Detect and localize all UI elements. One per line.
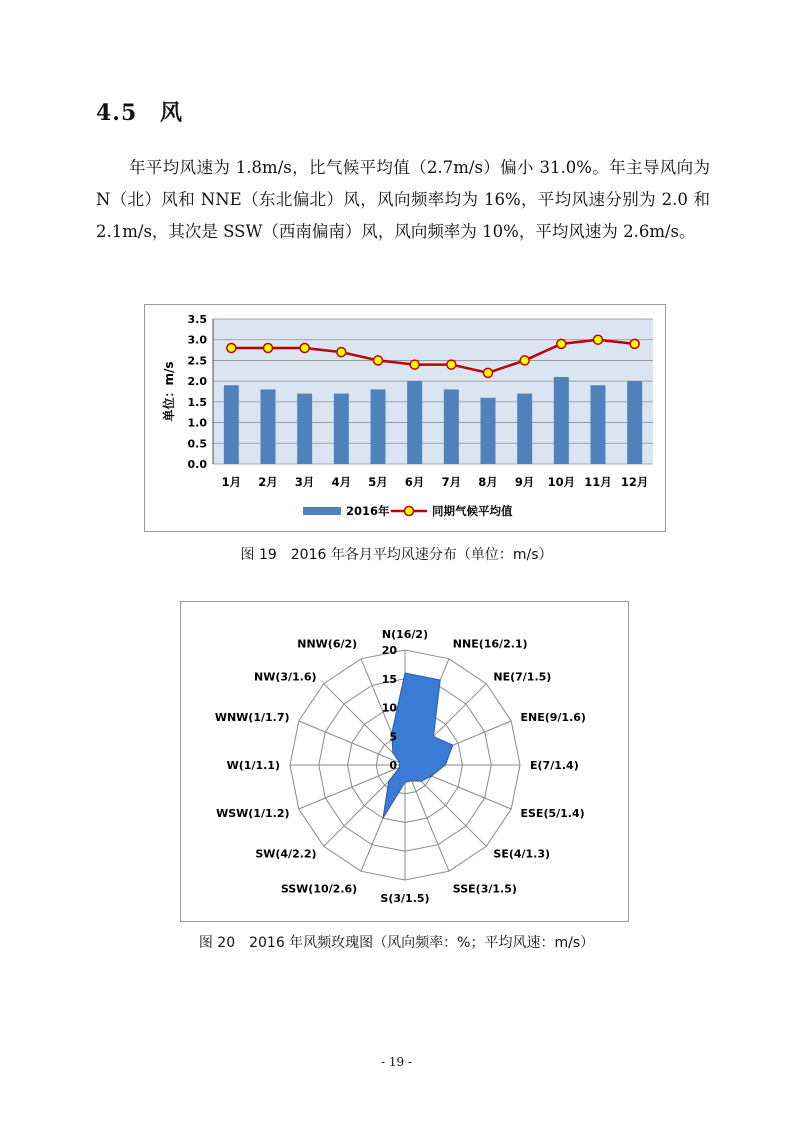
bar-2016 bbox=[591, 385, 606, 464]
climate-average-point bbox=[594, 335, 603, 344]
direction-label: SSW(10/2.6) bbox=[280, 882, 358, 896]
direction-label: SE(4/1.3) bbox=[493, 847, 551, 861]
x-tick-label: 10月 bbox=[547, 475, 576, 489]
x-tick-label: 5月 bbox=[368, 475, 388, 489]
direction-label: NNW(6/2) bbox=[297, 637, 358, 651]
climate-average-point bbox=[264, 344, 273, 353]
y-tick-label: 0.5 bbox=[187, 437, 207, 451]
x-tick-label: 9月 bbox=[514, 475, 535, 489]
page-number: - 19 - bbox=[380, 1055, 412, 1069]
radial-tick-label: 0 bbox=[389, 759, 397, 772]
legend-label-climate: 同期气候平均值 bbox=[432, 504, 513, 518]
climate-average-point bbox=[520, 356, 529, 365]
x-tick-label: 7月 bbox=[441, 475, 462, 489]
bar-2016 bbox=[297, 394, 312, 464]
climate-average-point bbox=[630, 339, 639, 348]
y-tick-label: 1.5 bbox=[187, 395, 207, 409]
x-tick-label: 12月 bbox=[620, 475, 649, 489]
radial-tick-label: 10 bbox=[381, 701, 397, 715]
bar-2016 bbox=[371, 389, 386, 464]
direction-label: N(16/2) bbox=[381, 628, 429, 641]
direction-label: SW(4/2.2) bbox=[255, 847, 317, 861]
radial-tick-label: 20 bbox=[381, 644, 397, 657]
climate-average-point bbox=[227, 344, 236, 353]
radial-tick-label: 5 bbox=[389, 730, 397, 744]
climate-average-point bbox=[374, 356, 383, 365]
legend-swatch-2016 bbox=[303, 507, 341, 515]
direction-label: E(7/1.4) bbox=[530, 759, 579, 772]
x-tick-label: 6月 bbox=[404, 475, 425, 489]
y-tick-label: 1.0 bbox=[187, 416, 207, 430]
direction-label: NNE(16/2.1) bbox=[452, 637, 528, 651]
y-tick-label: 0.0 bbox=[187, 458, 207, 471]
y-axis-label: 单位：m/s bbox=[162, 361, 176, 422]
wind-rose-chart bbox=[180, 601, 629, 922]
section-title: 风 bbox=[159, 100, 183, 126]
body-paragraph: 年平均风速为 1.8m/s，比气候平均值（2.7m/s）偏小 31.0%。年主导风向为 N（北）风和 NNE（东北偏北）风，风向频率均为 16%，平均风速分别为 2.0 和 2.1m/s，其次是 SSW（西南偏南）风，风向频率为 10%，平均风速为 2.6m/s。 bbox=[96, 158, 710, 241]
bar-2016 bbox=[444, 389, 459, 464]
direction-label: NE(7/1.5) bbox=[493, 670, 552, 684]
climate-average-point bbox=[337, 348, 346, 357]
direction-label: WSW(1/1.2) bbox=[216, 806, 290, 820]
x-tick-label: 2月 bbox=[258, 475, 278, 489]
direction-label: ESE(5/1.4) bbox=[520, 806, 585, 820]
bar-2016 bbox=[517, 394, 532, 464]
bar-2016 bbox=[627, 381, 642, 464]
figure19-caption: 图 19 2016 年各月平均风速分布（单位：m/s） bbox=[240, 547, 553, 563]
bar-2016 bbox=[334, 394, 349, 464]
y-tick-label: 2.0 bbox=[187, 375, 207, 389]
climate-average-point bbox=[484, 368, 493, 377]
section-heading bbox=[96, 96, 183, 127]
y-tick-label: 3.5 bbox=[187, 313, 207, 326]
bar-2016 bbox=[261, 389, 276, 464]
bar-2016 bbox=[481, 398, 496, 464]
climate-average-point bbox=[447, 360, 456, 369]
direction-label: W(1/1.1) bbox=[226, 759, 280, 772]
monthly-wind-chart bbox=[144, 304, 666, 532]
direction-label: NW(3/1.6) bbox=[254, 670, 317, 684]
direction-label: ENE(9/1.6) bbox=[520, 711, 586, 725]
climate-average-point bbox=[410, 360, 419, 369]
legend-swatch-climate-marker bbox=[405, 507, 414, 516]
x-tick-label: 1月 bbox=[221, 475, 242, 489]
figure20-caption: 图 20 2016 年风频玫瑰图（风向频率：%；平均风速：m/s） bbox=[198, 935, 595, 951]
bar-2016 bbox=[554, 377, 569, 464]
x-tick-label: 3月 bbox=[294, 475, 315, 489]
direction-label: SSE(3/1.5) bbox=[452, 882, 517, 896]
y-tick-label: 3.0 bbox=[187, 333, 207, 347]
x-tick-label: 4月 bbox=[331, 475, 352, 489]
climate-average-point bbox=[557, 339, 566, 348]
bar-2016 bbox=[224, 385, 239, 464]
x-tick-label: 11月 bbox=[584, 475, 612, 489]
bar-2016 bbox=[407, 381, 422, 464]
wind-rose-chart-svg bbox=[181, 602, 628, 921]
section-number: 4.5 bbox=[96, 100, 138, 126]
radial-tick-label: 15 bbox=[381, 672, 397, 686]
monthly-wind-chart-svg bbox=[145, 305, 665, 531]
x-tick-label: 8月 bbox=[478, 475, 498, 489]
climate-average-point bbox=[300, 344, 309, 353]
legend-label-2016: 2016年 bbox=[346, 504, 390, 518]
y-tick-label: 2.5 bbox=[187, 354, 207, 368]
direction-label: WNW(1/1.7) bbox=[214, 711, 290, 725]
direction-label: S(3/1.5) bbox=[380, 892, 430, 905]
